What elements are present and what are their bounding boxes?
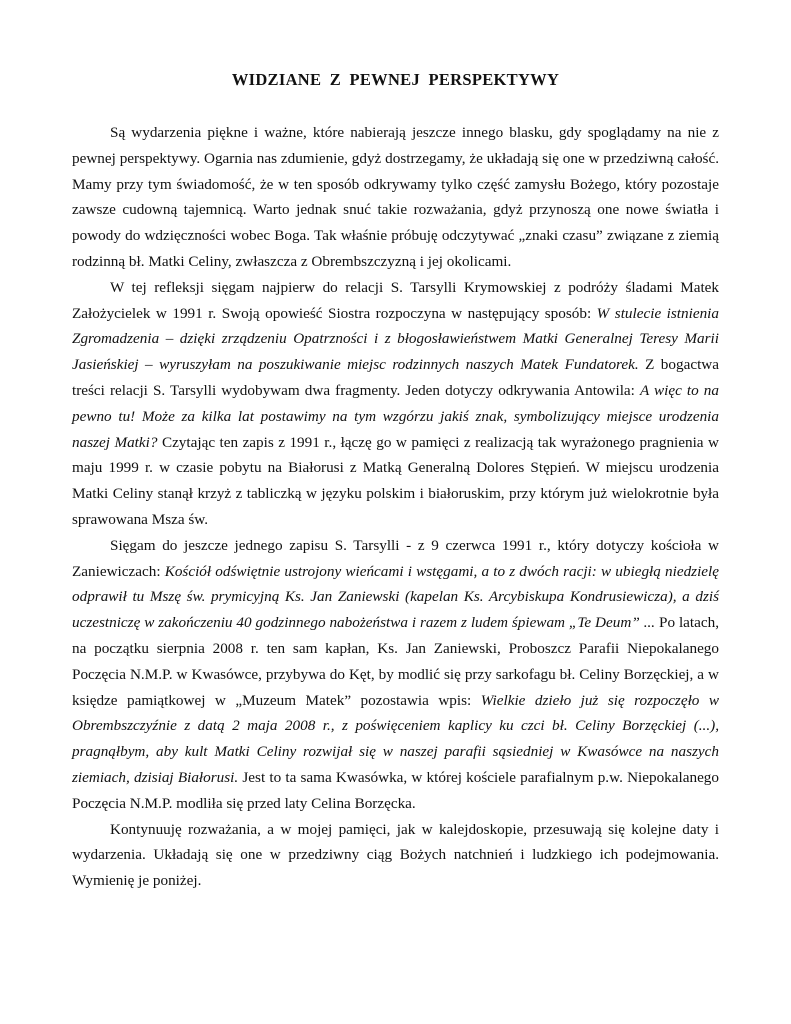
paragraph-1: [72, 120, 719, 275]
text-segment: Z bogactwa treści relacji S. Tarsylli wydobywam dwa fragmenty. Jeden dotyczy odkrywania Antowila:: [72, 356, 719, 399]
text-segment: Kontynuuję rozważania, a w mojej pamięci, jak w kalejdoskopie, przesuwają się kolejne daty i wydarzenia. Układają się one w przedziwny ciąg Bożych natchnień i ludzkiego ich podejmowania. Wymienię je poniżej.: [72, 820, 719, 890]
page-title: WIDZIANE Z PEWNEJ PERSPEKTYWY: [231, 70, 560, 89]
quote-segment: A więc to na pewno tu! Może za kilka lat postawimy na tym wzgórzu jakiś znak, symbolizujący miejsce urodzenia naszej Matki?: [72, 381, 719, 451]
text-segment: Sięgam do jeszcze jednego zapisu S. Tarsylli - z 9 czerwca 1991 r., który dotyczy kościoła w Zaniewiczach:: [72, 536, 719, 580]
quote-segment: Kościół odświętnie ustrojony wieńcami i wstęgami, a to z dwóch racji: w ubiegłą niedzielę odprawił tu Mszę św. prymicyjną Ks. Jan Zaniewski (kapelan Ks. Arcybiskupa Kondrusiewicza), a dziś uczestniczę w zakończeniu 40 godzinnego nabożeństwa i razem z ludem śpiewam „Te Deum” ...: [72, 562, 719, 632]
text-segment: Jest to ta sama Kwasówka, w której kościele parafialnym p.w. Niepokalanego Poczęcia N.M.P. modliła się przed laty Celina Borzęcka.: [72, 768, 719, 812]
paragraph-3: [72, 533, 719, 817]
document-page: [72, 70, 719, 894]
text-segment: Czytając ten zapis z 1991 r., łączę go w pamięci z realizacją tak wyrażonego pragnienia w maju 1999 r. w czasie pobytu na Białorusi z Matką Generalną Dolores Stępień. W miejscu urodzenia Matki Celiny stanął krzyż z tabliczką w języku polskim i białoruskim, przy którym już wielokrotnie była sprawowana Msza św.: [72, 433, 719, 528]
quote-segment: Wielkie dzieło już się rozpoczęło w Obrembszczyźnie z datą 2 maja 2008 r., z poświęceniem kaplicy ku czci bł. Celiny Borzęckiej (...), pragnąłbym, aby kult Matki Celiny rozwijał się w naszej parafii sąsiedniej w Kwasówce na naszych ziemiach, dzisiaj Białorusi.: [72, 691, 719, 786]
paragraph-4: [72, 817, 719, 894]
paragraph-2: [72, 275, 719, 533]
text-segment: W tej refleksji sięgam najpierw do relacji S. Tarsylli Krymowskiej z podróży śladami Matek Założycielek w 1991 r. Swoją opowieść Siostra rozpoczyna w następujący sposób:: [72, 278, 719, 322]
quote-segment: W stulecie istnienia Zgromadzenia – dzięki zrządzeniu Opatrzności i z błogosławieństwem Matki Generalnej Teresy Marii Jasieńskiej – wyruszyłam na poszukiwanie miejsc rodzinnych naszych Matek Fundatorek.: [72, 304, 719, 374]
text-segment: Są wydarzenia piękne i ważne, które nabierają jeszcze innego blasku, gdy spoglądamy na nie z pewnej perspektywy. Ogarnia nas zdumienie, gdyż dostrzegamy, że układają się one w przedziwną całość. Mamy przy tym świadomość, że w ten sposób odkrywamy tylko część zamysłu Bożego, który pozostaje zawsze cudowną tajemnicą. Warto jednak snuć takie rozważania, gdyż przynoszą one nowe światła i powody do wdzięczności wobec Boga. Tak właśnie próbuję odczytywać „znaki czasu” związane z ziemią rodzinną bł. Matki Celiny, zwłaszcza z Obrembszczyzną i jej okolicami.: [72, 124, 719, 270]
text-segment: Po latach, na początku sierpnia 2008 r. ten sam kapłan, Ks. Jan Zaniewski, Proboszcz Parafii Niepokalanego Poczęcia N.M.P. w Kwasówce, przybywa do Kęt, by modlić się przy sarkofagu bł. Celiny Borzęckiej, a w księdze pamiątkowej w „Muzeum Matek” pozostawia wpis:: [72, 614, 720, 709]
